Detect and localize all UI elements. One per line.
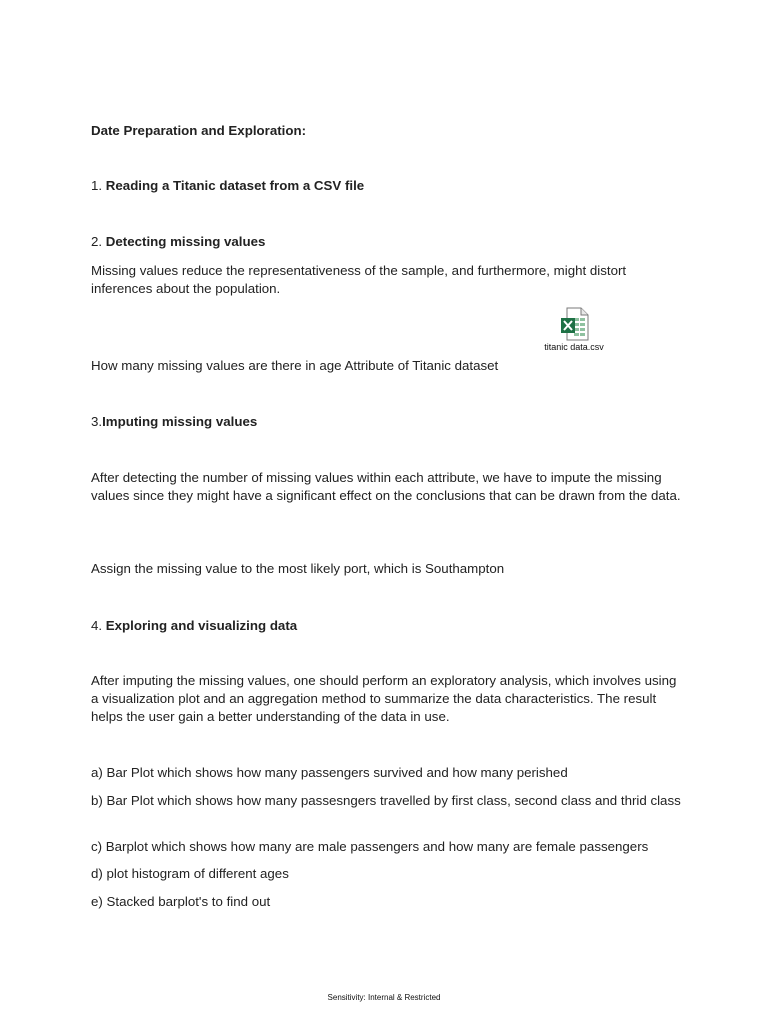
section-1-heading [91, 177, 364, 195]
section-4-number: 4. [91, 618, 106, 633]
section-2-paragraph: Missing values reduce the representativeness of the sample, and furthermore, might distort inferences about the population. [91, 263, 627, 296]
section-2-heading [91, 233, 265, 251]
attachment-filename: titanic data.csv [544, 342, 604, 352]
section-1-number: 1. [91, 178, 106, 193]
section-2-number: 2. [91, 234, 106, 249]
csv-attachment[interactable] [534, 307, 614, 353]
list-item-a: a) Bar Plot which shows how many passengers survived and how many perished [91, 765, 568, 780]
section-4-heading [91, 617, 297, 635]
section-3-assign: Assign the missing value to the most likely port, which is Southampton [91, 561, 505, 576]
section-2-question: How many missing values are there in age Attribute of Titanic dataset [91, 358, 499, 373]
section-4-title: Exploring and visualizing data [105, 618, 298, 633]
sensitivity-footer: Sensitivity: Internal & Restricted [327, 993, 441, 1002]
section-4-paragraph: After imputing the missing values, one should perform an exploratory analysis, which involves using a visualization plot and an aggregation method to summarize the data characteristics. The result helps the user gain a better understanding of the data in use. [91, 673, 677, 724]
section-3-paragraph: After detecting the number of missing values within each attribute, we have to impute the missing values since they might have a significant effect on the conclusions that can be drawn from the data. [91, 470, 681, 503]
document-title: Date Preparation and Exploration: [91, 123, 307, 138]
section-3-title: Imputing missing values [102, 414, 258, 429]
excel-file-icon [559, 307, 589, 341]
list-item-b: b) Bar Plot which shows how many passesngers travelled by first class, second class and thrid class [91, 793, 681, 808]
section-2-title: Detecting missing values [105, 234, 266, 249]
section-3-number: 3. [91, 414, 103, 429]
list-item-c: c) Barplot which shows how many are male passengers and how many are female passengers [91, 839, 649, 854]
list-item-d: d) plot histogram of different ages [91, 866, 289, 881]
section-3-heading [91, 413, 257, 431]
section-1-title: Reading a Titanic dataset from a CSV file [105, 178, 365, 193]
list-item-e: e) Stacked barplot's to find out [91, 894, 271, 909]
